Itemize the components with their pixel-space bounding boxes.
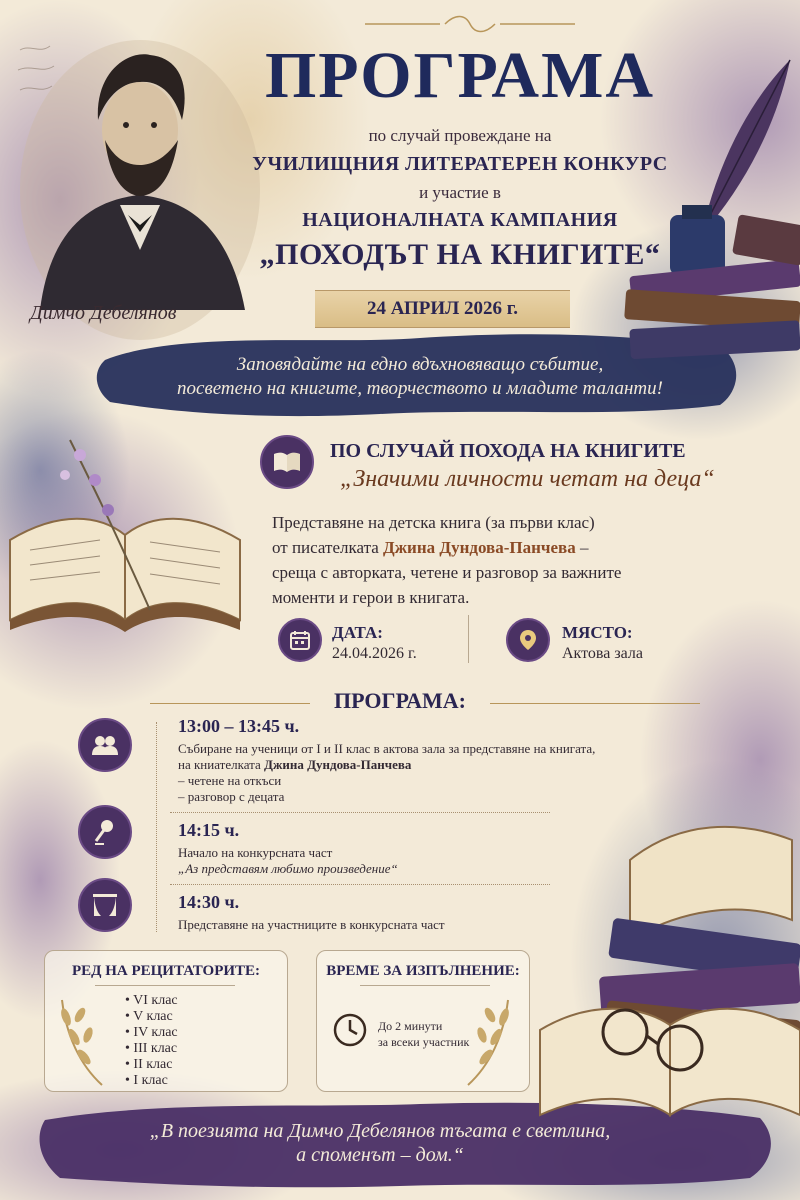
reciters-list-item: • IV клас [125,1025,178,1040]
event-desc-line-1: Представяне на детска книга (за първи клас) [272,513,595,532]
date-banner: 24 АПРИЛ 2026 г. [315,290,570,328]
header-line-2: УЧИЛИЩНИЯ ЛИТЕРАТЕРЕН КОНКУРС [252,153,668,175]
reciters-list-item-label: IV клас [133,1025,178,1040]
program-rule-right [490,703,700,704]
timeline-line [156,722,157,932]
portrait-signature: Димчо Дебелянов [30,302,177,324]
header-line-3: и участие в [419,183,501,202]
header-line-4: НАЦИОНАЛНАТА КАМПАНИЯ [302,209,618,231]
invite-banner [120,342,720,412]
performance-time-text [378,1018,469,1050]
author-name: Джина Дундова-Панчева [383,538,576,557]
reciters-list-item: • V клас [125,1009,173,1024]
program-separator-1 [170,812,550,813]
place-label: МЯСТО: [562,623,633,642]
reciters-list-item: • VI клас [125,993,178,1008]
portrait-illustration [10,10,270,340]
page-title: ПРОГРАМА [264,39,656,112]
program-item-3-text: Представяне на участниците в конкурсната част [178,917,445,932]
open-book-illustration [0,420,250,640]
divider [468,615,469,663]
event-desc-line-3: среща с авторката, четене и разговор за важните [272,563,622,582]
program-item-1-line-2-text: на книателката [178,757,264,772]
event-heading: ПО СЛУЧАЙ ПОХОДА НА КНИГИТЕ [330,440,686,462]
program-item-1-line-1: Събиране на ученици от I и II клас в актова зала за представяне на книгата, [178,741,596,756]
campaign-name: „ПОХОДЪТ НА КНИГИТЕ“ [259,238,661,271]
reciters-list [125,993,178,1089]
program-item-1-time: 13:00 – 13:45 ч. [178,716,300,736]
event-desc-line-2 [272,535,692,560]
program-item-1-author: Джина Дундова-Панчева [264,757,412,772]
performance-time-rule [360,985,490,986]
book-icon [260,435,314,489]
reciters-list-item: • I клас [125,1073,168,1088]
program-heading: ПРОГРАМА: [333,688,467,713]
performance-time-line-1: До 2 минути [378,1019,443,1033]
invite-line-2: посветено на книгите, творчеството и младите таланти! [177,378,663,399]
program-item-1-line-3: – четене на откъси [178,773,282,788]
program-item-1-line-4: – разговор с децата [178,789,285,804]
event-desc-text: от писателката [272,538,384,557]
program-item-1-line-2 [178,757,678,773]
reciters-list-item: • III клас [125,1041,178,1056]
event-desc-dash: – [575,538,589,557]
reciters-list-item-label: V клас [133,1009,173,1024]
event-desc-line-4: моменти и герои в книгата. [272,588,470,607]
microphone-icon [78,805,132,859]
calendar-icon [278,618,322,662]
program-item-2-time: 14:15 ч. [178,820,240,840]
location-pin-icon [506,618,550,662]
program-rule-left [150,703,310,704]
program-item-1-text [178,741,678,805]
reciters-order-title: РЕД НА РЕЦИТАТОРИТЕ: [71,963,261,979]
date-value: 24.04.2026 г. [332,645,417,662]
event-subheading: „Значими личности четат на деца“ [340,466,715,492]
theater-curtain-icon [78,878,132,932]
program-separator-2 [170,884,550,885]
reciters-list-item-label: II клас [133,1057,173,1072]
reciters-list-item: • II клас [125,1057,173,1072]
event-description [272,510,692,610]
program-item-3-time: 14:30 ч. [178,892,240,912]
place-value: Актова зала [562,645,643,662]
quote-line-2: а споменът – дом.“ [296,1144,464,1166]
reciters-list-item-label: III клас [133,1041,178,1056]
program-item-2-line-2: „Аз представям любимо произведение“ [178,861,398,876]
reciters-list-item-label: VI клас [133,993,178,1008]
invite-line-1: Заповядайте на едно вдъхновяващо събитие, [236,354,604,375]
program-item-2-line-1: Начало на конкурсната част [178,845,333,860]
closing-quote [60,1110,700,1176]
performance-time-line-2: за всеки участник [378,1035,470,1049]
laurel-branch-icon [462,995,518,1090]
clock-icon [332,1012,368,1048]
performance-time-title: ВРЕМЕ ЗА ИЗПЪЛНЕНИЕ: [326,963,520,979]
laurel-branch-icon [52,995,108,1090]
quote-line-1: „В поезията на Димчо Дебелянов тъгата е светлина, [149,1120,611,1142]
date-label: ДАТА: [332,623,383,642]
program-item-2-text [178,845,678,877]
reciters-list-item-label: I клас [133,1073,168,1088]
header-line-1: по случай провеждане на [368,126,552,145]
people-icon [78,718,132,772]
reciters-order-rule [95,985,235,986]
